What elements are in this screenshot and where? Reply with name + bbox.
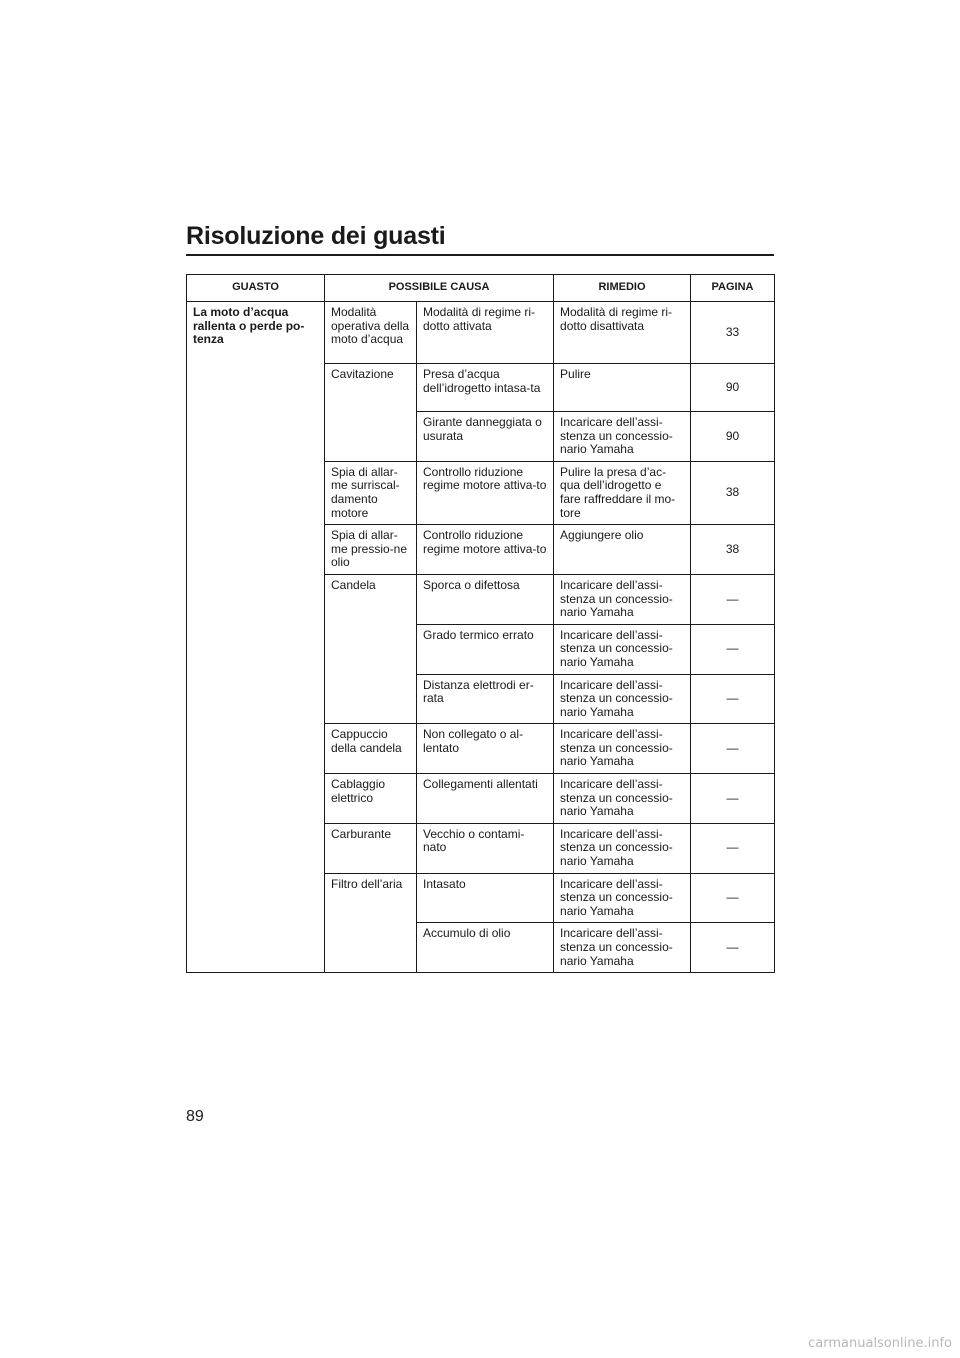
cause-cell: Modalità operativa della moto d’acqua — [325, 302, 417, 364]
page-number: 89 — [186, 1108, 204, 1125]
page-cell: — — [691, 823, 775, 873]
cause-cell: Spia di allar-me pressio-ne olio — [325, 525, 417, 575]
remedy-cell: Incaricare dell’assi-stenza un concessio-nario Yamaha — [554, 724, 691, 774]
cause-cell: Cablaggio elettrico — [325, 774, 417, 824]
table-row — [187, 302, 775, 364]
remedy-cell: Modalità di regime ri-dotto disattivata — [554, 302, 691, 364]
title-rule — [186, 254, 774, 256]
remedy-cell: Incaricare dell’assi-stenza un concessio-nario Yamaha — [554, 674, 691, 724]
table-header-row — [187, 275, 775, 302]
cause-cell: Cappuccio della candela — [325, 724, 417, 774]
header-possibile-causa: POSSIBILE CAUSA — [325, 275, 554, 302]
detail-cell: Distanza elettrodi er-rata — [417, 674, 554, 724]
detail-cell: Presa d’acqua dell’idrogetto intasa-ta — [417, 364, 554, 412]
detail-cell: Collegamenti allentati — [417, 774, 554, 824]
remedy-cell: Incaricare dell’assi-stenza un concessio-nario Yamaha — [554, 774, 691, 824]
cause-cell: Candela — [325, 574, 417, 723]
page-cell: 33 — [691, 302, 775, 364]
troubleshooting-table — [186, 274, 775, 973]
page-cell: — — [691, 574, 775, 624]
detail-cell: Controllo riduzione regime motore attiva-to — [417, 461, 554, 524]
cause-cell: Cavitazione — [325, 364, 417, 462]
page-cell: — — [691, 724, 775, 774]
watermark: carmanualsonline.info — [808, 1336, 952, 1351]
header-rimedio: RIMEDIO — [554, 275, 691, 302]
remedy-cell: Incaricare dell’assi-stenza un concessio-nario Yamaha — [554, 412, 691, 462]
page-cell: 90 — [691, 364, 775, 412]
fault-cell: La moto d’acqua rallenta o perde po-tenza — [187, 302, 325, 973]
detail-cell: Sporca o difettosa — [417, 574, 554, 624]
detail-cell: Vecchio o contami-nato — [417, 823, 554, 873]
detail-cell: Accumulo di olio — [417, 923, 554, 973]
cause-cell: Carburante — [325, 823, 417, 873]
detail-cell: Intasato — [417, 873, 554, 923]
page-cell: — — [691, 674, 775, 724]
cause-cell: Spia di allar-me surriscal-damento motore — [325, 461, 417, 524]
cause-cell: Filtro dell’aria — [325, 873, 417, 973]
detail-cell: Girante danneggiata o usurata — [417, 412, 554, 462]
detail-cell: Non collegato o al-lentato — [417, 724, 554, 774]
header-guasto: GUASTO — [187, 275, 325, 302]
page-cell: 90 — [691, 412, 775, 462]
page-title: Risoluzione dei guasti — [186, 222, 446, 250]
page-cell: — — [691, 774, 775, 824]
remedy-cell: Aggiungere olio — [554, 525, 691, 575]
detail-cell: Controllo riduzione regime motore attiva-to — [417, 525, 554, 575]
remedy-cell: Pulire la presa d’ac-qua dell’idrogetto e fare raffreddare il mo-tore — [554, 461, 691, 524]
remedy-cell: Incaricare dell’assi-stenza un concessio-nario Yamaha — [554, 624, 691, 674]
page-cell: — — [691, 624, 775, 674]
header-pagina: PAGINA — [691, 275, 775, 302]
page-cell: 38 — [691, 525, 775, 575]
page-cell: — — [691, 923, 775, 973]
detail-cell: Grado termico errato — [417, 624, 554, 674]
page-cell: 38 — [691, 461, 775, 524]
remedy-cell: Incaricare dell’assi-stenza un concessio-nario Yamaha — [554, 923, 691, 973]
remedy-cell: Incaricare dell’assi-stenza un concessio-nario Yamaha — [554, 823, 691, 873]
remedy-cell: Incaricare dell’assi-stenza un concessio-nario Yamaha — [554, 873, 691, 923]
remedy-cell: Pulire — [554, 364, 691, 412]
page-cell: — — [691, 873, 775, 923]
remedy-cell: Incaricare dell’assi-stenza un concessio-nario Yamaha — [554, 574, 691, 624]
detail-cell: Modalità di regime ri-dotto attivata — [417, 302, 554, 364]
